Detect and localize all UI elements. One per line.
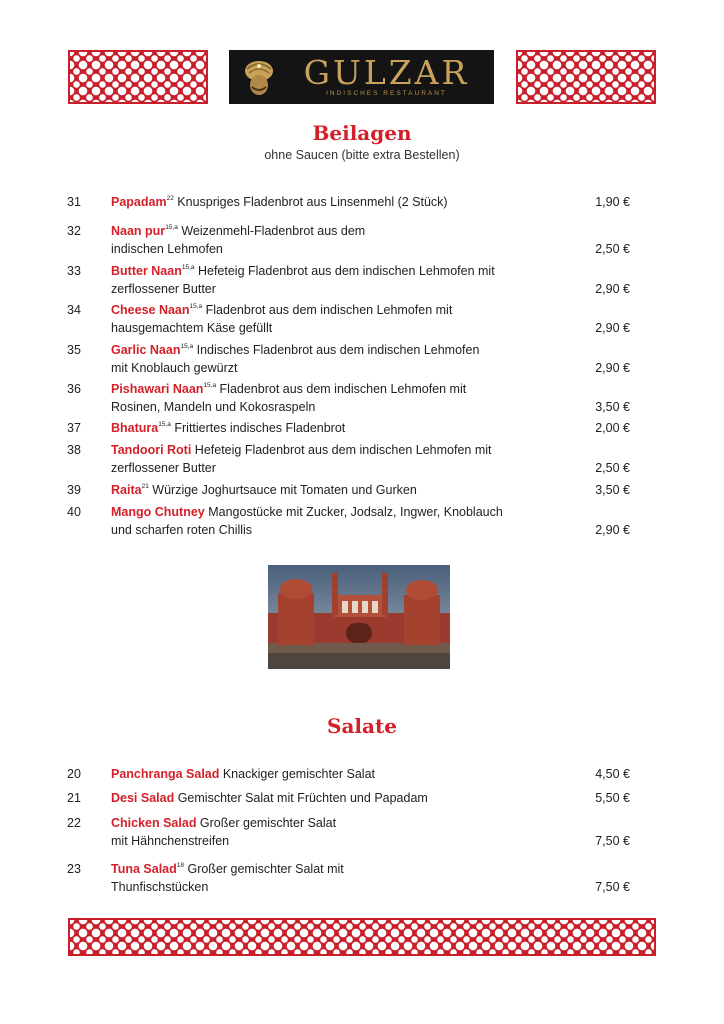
item-price: 2,00 € [595,421,630,435]
item-number: 20 [67,767,81,781]
item-price: 5,50 € [595,791,630,805]
item-text: Mangostücke mit Zucker, Jodsalz, Ingwer, Knoblauch [204,505,503,519]
item-text: Würzige Joghurtsauce mit Tomaten und Gurken [148,483,417,497]
allergen-codes: 15,a [158,421,171,428]
item-description [111,222,531,258]
item-number: 31 [67,195,81,209]
item-line-1 [111,789,531,807]
item-price: 7,50 € [595,834,630,848]
item-description [111,262,531,298]
item-name: Butter Naan [111,264,182,278]
item-name: Tuna Salad [111,862,177,876]
item-line-1 [111,301,531,319]
allergen-codes: 22 [166,195,174,202]
logo-subtitle: INDISCHES RESTAURANT [326,90,447,97]
item-price: 3,50 € [595,483,630,497]
item-line-1 [111,814,531,832]
section-subtitle-beilagen: ohne Saucen (bitte extra Bestellen) [264,148,460,162]
item-line-1 [111,765,531,783]
item-price: 2,50 € [595,461,630,475]
section-title-beilagen: Beilagen [312,121,412,145]
item-line-1 [111,380,531,398]
item-number: 38 [67,443,81,457]
allergen-codes: 15,a [165,224,178,231]
allergen-codes: 15,a [181,264,195,271]
item-name: Raita [111,483,142,497]
item-number: 36 [67,382,81,396]
item-name: Mango Chutney [111,505,205,519]
item-description [111,814,531,850]
item-price: 2,90 € [595,361,630,375]
allergen-codes: 18 [176,862,184,869]
item-description [111,481,531,499]
allergen-codes: 21 [141,483,149,490]
item-line-2: Thunfischstücken [111,880,209,894]
item-name: Garlic Naan [111,343,181,357]
item-text: Frittiertes indisches Fladenbrot [170,421,346,435]
item-description [111,765,531,783]
decorative-pattern-bottom [68,918,656,956]
item-name: Panchranga Salad [111,767,220,781]
item-text: Hefeteig Fladenbrot aus dem indischen Lehmofen mit [194,264,495,278]
item-number: 40 [67,505,81,519]
item-name: Pishawari Naan [111,382,204,396]
item-price: 2,50 € [595,242,630,256]
item-text: Fladenbrot aus dem indischen Lehmofen mit [202,303,453,317]
item-name: Bhatura [111,421,159,435]
item-number: 23 [67,862,81,876]
item-line-1 [111,222,531,240]
restaurant-logo [229,50,494,104]
item-text: Großer gemischter Salat mit [184,862,344,876]
item-line-1 [111,481,531,499]
item-line-2: zerflossener Butter [111,461,216,475]
allergen-codes: 15,a [189,303,203,310]
item-text: Indisches Fladenbrot aus dem indischen Lehmofen [193,343,480,357]
item-text: Gemischter Salat mit Früchten und Papadam [174,791,428,805]
item-name: Chicken Salad [111,816,197,830]
item-line-2: zerflossener Butter [111,282,216,296]
item-line-2: indischen Lehmofen [111,242,223,256]
item-line-1 [111,503,531,521]
item-name: Cheese Naan [111,303,190,317]
section-title-salate: Salate [327,714,397,738]
item-number: 37 [67,421,81,435]
item-description [111,441,531,477]
item-price: 7,50 € [595,880,630,894]
item-number: 21 [67,791,81,805]
item-line-1 [111,860,531,878]
item-price: 3,50 € [595,400,630,414]
item-line-1 [111,262,531,280]
item-text: Großer gemischter Salat [196,816,337,830]
item-price: 2,90 € [595,321,630,335]
item-number: 34 [67,303,81,317]
item-price: 1,90 € [595,195,630,209]
item-name: Tandoori Roti [111,443,192,457]
item-price: 4,50 € [595,767,630,781]
item-line-1 [111,441,531,459]
item-text: Knuspriges Fladenbrot aus Linsenmehl (2 Stück) [173,195,448,209]
item-line-1 [111,341,531,359]
item-number: 39 [67,483,81,497]
item-line-2: mit Knoblauch gewürzt [111,361,238,375]
allergen-codes: 15,a [180,343,194,350]
item-number: 22 [67,816,81,830]
item-name: Desi Salad [111,791,175,805]
item-name: Naan pur [111,224,166,238]
item-line-1 [111,193,531,211]
turban-emblem-icon [241,57,277,97]
item-name: Papadam [111,195,167,209]
decorative-pattern-right [516,50,656,104]
item-description [111,380,531,416]
item-number: 32 [67,224,81,238]
item-text: Hefeteig Fladenbrot aus dem indischen Lehmofen mit [191,443,492,457]
item-price: 2,90 € [595,282,630,296]
decorative-pattern-left [68,50,208,104]
item-line-1 [111,419,531,437]
item-line-2: hausgemachtem Käse gefüllt [111,321,273,335]
item-line-2: und scharfen roten Chillis [111,523,253,537]
logo-brand-text: GULZAR [303,53,470,92]
item-text: Weizenmehl-Fladenbrot aus dem [177,224,366,238]
item-description [111,341,531,377]
item-number: 33 [67,264,81,278]
allergen-codes: 15,a [203,382,217,389]
item-description [111,503,531,539]
item-text: Knackiger gemischter Salat [219,767,376,781]
red-fort-photo [268,565,450,669]
item-description [111,419,531,437]
item-description [111,789,531,807]
item-price: 2,90 € [595,523,630,537]
item-description [111,301,531,337]
item-line-2: Rosinen, Mandeln und Kokosraspeln [111,400,316,414]
item-number: 35 [67,343,81,357]
item-description [111,193,531,211]
item-text: Fladenbrot aus dem indischen Lehmofen mit [216,382,467,396]
item-description [111,860,531,896]
item-line-2: mit Hähnchenstreifen [111,834,230,848]
